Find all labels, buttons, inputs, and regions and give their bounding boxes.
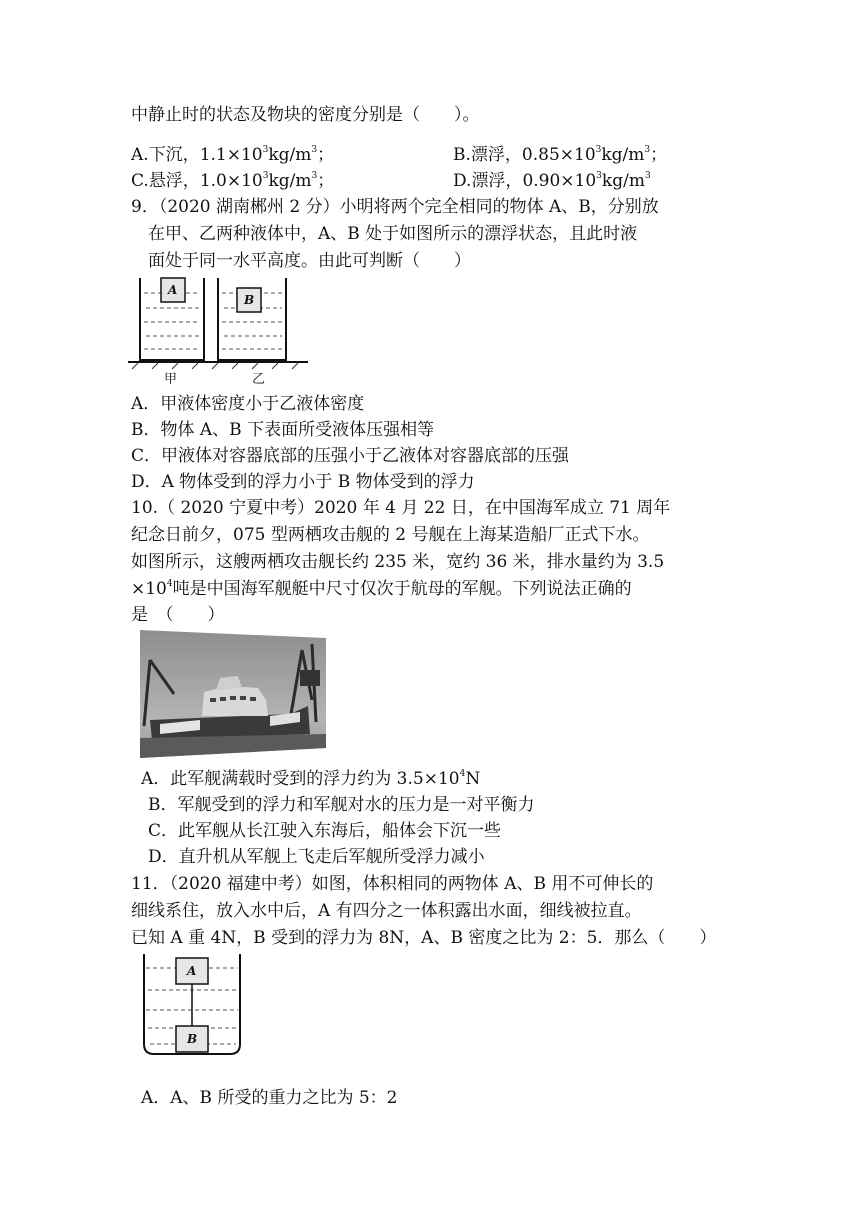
- q8-option-b: B.漂浮，$0.85\times 10^3kg/m^3$；: [453, 145, 668, 165]
- q10-stem-line-5: 是 （ ）: [131, 605, 225, 625]
- q11-figure-beaker: [140, 952, 244, 1058]
- q11-stem-line-1: 11．（2020 福建中考）如图，体积相同的两物体 A、B 用不可伸长的: [131, 874, 654, 894]
- q8-option-d: D.漂浮，$0.90\times 10^3kg/m^3$: [453, 171, 651, 191]
- q8-option-a: A.下沉，$1.1\times 10^3kg/m^3$；: [131, 145, 335, 165]
- q9-stem-line-3: 面处于同一水平高度。由此可判断（ ）: [148, 251, 471, 271]
- q9-option-b: B．物体 A、B 下表面所受液体压强相等: [131, 420, 435, 440]
- warship-photo: [140, 630, 326, 758]
- q9-stem-line-1: 9．（2020 湖南郴州 2 分）小明将两个完全相同的物体 A、B，分别放: [131, 197, 659, 217]
- q10-option-a: A．此军舰满载时受到的浮力约为 $3.5\times 10^4N$: [141, 769, 481, 789]
- q8-option-c: C.悬浮，$1.0\times 10^3kg/m^3$；: [131, 171, 335, 191]
- block-b-label: B: [187, 1032, 198, 1046]
- q9-option-a: A．甲液体密度小于乙液体密度: [131, 394, 365, 414]
- q11-stem-line-3: 已知 A 重 4N，B 受到的浮力为 8N，A、B 密度之比为 2：5．那么（ ）: [131, 928, 717, 948]
- q10-option-d: D．直升机从军舰上飞走后军舰所受浮力减小: [148, 847, 485, 867]
- q9-caption-right: 乙: [252, 372, 266, 387]
- q11-stem-line-2: 细线系住，放入水中后，A 有四分之一体积露出水面，细线被拉直。: [131, 901, 642, 921]
- q9-caption-left: 甲: [164, 372, 178, 387]
- q10-stem-line-2: 纪念日前夕，075 型两栖攻击舰的 2 号舰在上海某造船厂正式下水。: [131, 525, 650, 545]
- q10-stem-line-1: 10.（ 2020 宁夏中考）2020 年 4 月 22 日，在中国海军成立 71 周年: [131, 498, 671, 518]
- q11-option-a: A．A、B 所受的重力之比为 5：2: [141, 1088, 398, 1108]
- block-a-label: A: [168, 283, 178, 297]
- block-b-label: B: [244, 293, 255, 307]
- q9-stem-line-2: 在甲、乙两种液体中，A、B 处于如图所示的漂浮状态，且此时液: [148, 224, 638, 244]
- q8-stem-tail: 中静止时的状态及物块的密度分别是（ ）。: [131, 105, 480, 125]
- q9-option-d: D．A 物体受到的浮力小于 B 物体受到的浮力: [131, 472, 475, 492]
- q10-option-b: B．军舰受到的浮力和军舰对水的压力是一对平衡力: [148, 795, 535, 815]
- q10-stem-line-3: 如图所示，这艘两栖攻击舰长约 235 米，宽约 36 米，排水量约为 3.5: [131, 552, 665, 572]
- block-a-label: A: [187, 964, 197, 978]
- q9-figure-two-beakers: [128, 274, 308, 370]
- q10-option-c: C．此军舰从长江驶入东海后，船体会下沉一些: [148, 821, 502, 841]
- q9-option-c: C．甲液体对容器底部的压强小于乙液体对容器底部的压强: [131, 446, 570, 466]
- q10-stem-line-4: $\times 10^4$吨是中国海军舰艇中尺寸仅次于航母的军舰。下列说法正确的: [131, 579, 632, 599]
